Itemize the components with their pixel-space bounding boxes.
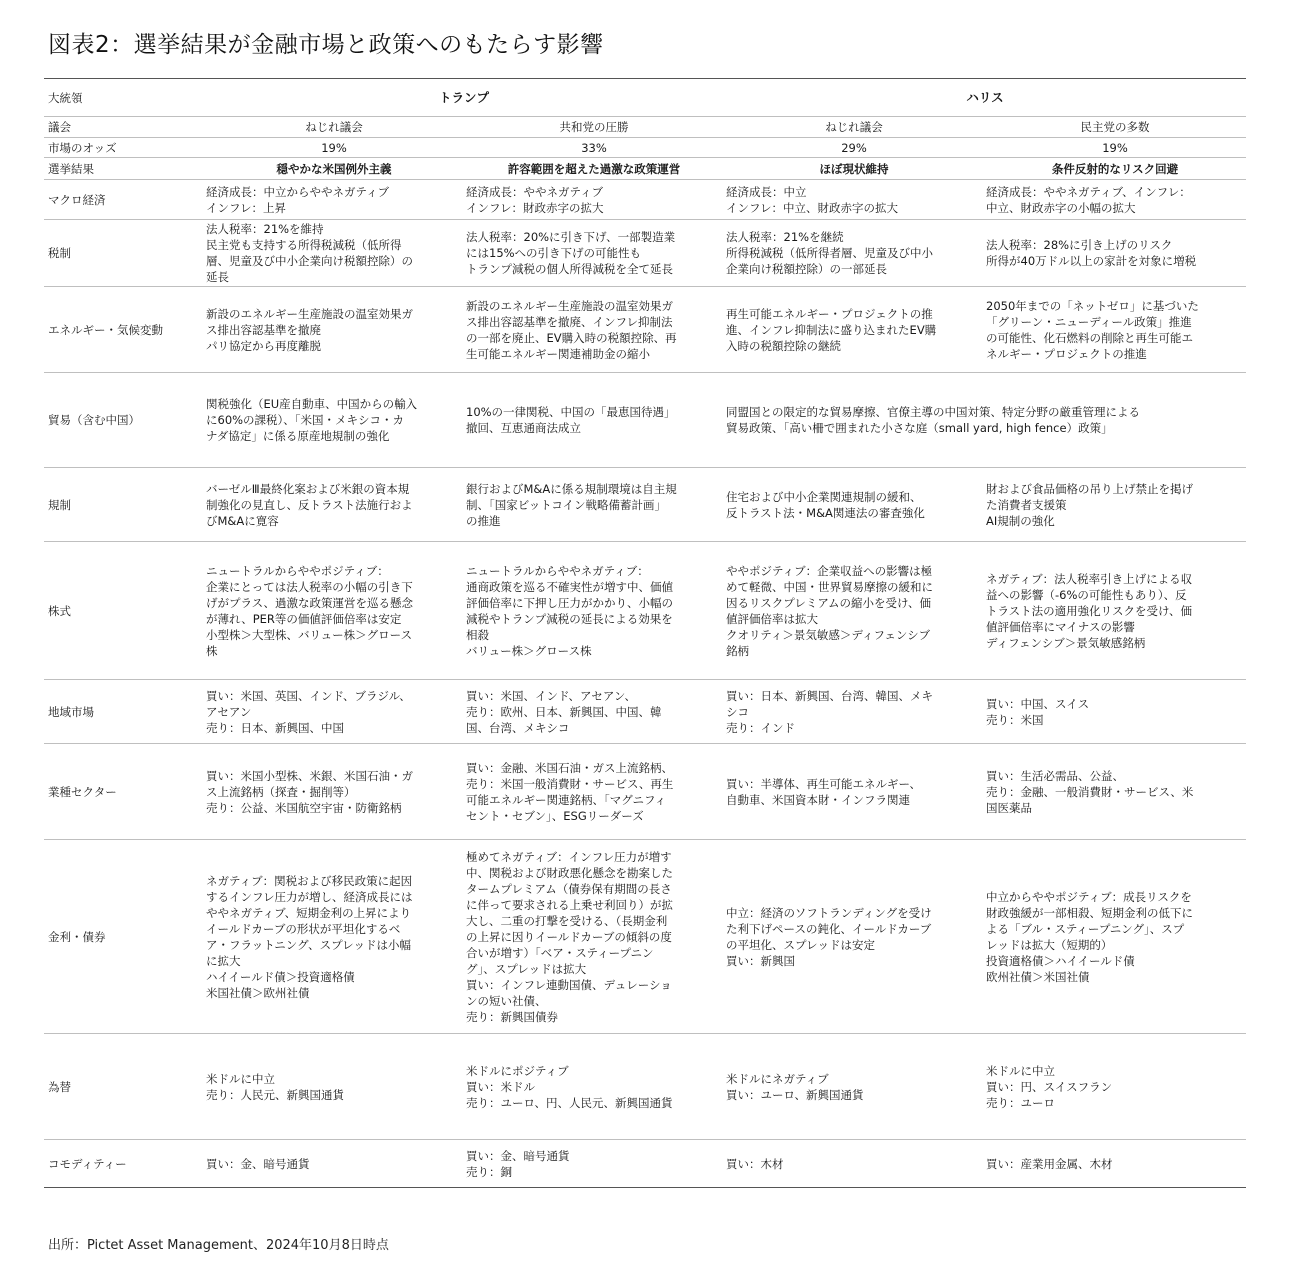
table-cell: 経済成長：中立 インフレ：中立、財政赤字の拡大 xyxy=(724,180,984,220)
outcome-cell: 穏やかな米国例外主義 xyxy=(204,158,464,180)
row-label: 株式 xyxy=(44,542,204,680)
table-cell: ニュートラルからややネガティブ： 通商政策を巡る不確実性が増す中、価値 評価倍率に下押し圧力がかかり、小幅の 減税やトランプ減税の延長による効果を 相殺 バリュー株＞グロース株 xyxy=(464,542,724,680)
table-cell: 買い：日本、新興国、台湾、韓国、メキ シコ 売り：インド xyxy=(724,680,984,744)
table-row xyxy=(44,180,1246,220)
table-cell: 再生可能エネルギー・プロジェクトの推 進、インフレ抑制法に盛り込まれたEV購 入時の税額控除の継続 xyxy=(724,287,984,373)
table-cell: 住宅および中小企業関連規制の緩和、 反トラスト法・M&A関連法の審査強化 xyxy=(724,468,984,542)
table-row xyxy=(44,680,1246,744)
table-cell: 買い：産業用金属、木材 xyxy=(984,1140,1246,1188)
outcome-cell: ほぼ現状維持 xyxy=(724,158,984,180)
congress-row xyxy=(44,117,1246,138)
table-row xyxy=(44,287,1246,373)
table-cell: バーゼルⅢ最終化案および米銀の資本規 制強化の見直し、反トラスト法施行およ びM&Aに寛容 xyxy=(204,468,464,542)
row-label: 金利・債券 xyxy=(44,840,204,1034)
odds-row xyxy=(44,138,1246,158)
table-cell: 買い：生活必需品、公益、 売り：金融、一般消費財・サービス、米 国医薬品 xyxy=(984,744,1246,840)
table-cell: 法人税率：21%を維持 民主党も支持する所得税減税（低所得 層、児童及び中小企業向け税額控除）の 延長 xyxy=(204,220,464,287)
election-impact-table xyxy=(44,78,1246,1188)
table-cell: 経済成長：中立からややネガティブ インフレ：上昇 xyxy=(204,180,464,220)
table-cell: 中立：経済のソフトランディングを受け た利下げペースの鈍化、イールドカーブ の平坦化、スプレッドは安定 買い：新興国 xyxy=(724,840,984,1034)
table-row xyxy=(44,373,1246,468)
table-cell: ややポジティブ：企業収益への影響は極 めて軽微、中国・世界貿易摩擦の緩和に 因るリスクプレミアムの縮小を受け、価 値評価倍率は拡大 クオリティ＞景気敏感＞ディフェンシブ 銘柄 xyxy=(724,542,984,680)
odds-cell: 29% xyxy=(724,138,984,158)
president-label: 大統領 xyxy=(44,79,204,117)
row-label: 為替 xyxy=(44,1034,204,1140)
president-trump: トランプ xyxy=(204,79,724,117)
table-row xyxy=(44,1034,1246,1140)
president-row xyxy=(44,79,1246,117)
table-cell: 米ドルにネガティブ 買い：ユーロ、新興国通貨 xyxy=(724,1034,984,1140)
table-cell-merged: 同盟国との限定的な貿易摩擦、官僚主導の中国対策、特定分野の厳重管理による 貿易政策、「高い柵で囲まれた小さな庭（small yard, high fence）政策」 xyxy=(724,373,1246,468)
table-cell: 法人税率：20%に引き下げ、一部製造業 には15%への引き下げの可能性も トランプ減税の個人所得減税を全て延長 xyxy=(464,220,724,287)
page-title: 図表2：選挙結果が金融市場と政策へのもたらす影響 xyxy=(48,32,604,58)
outcome-cell: 許容範囲を超えた過激な政策運営 xyxy=(464,158,724,180)
table-cell: 極めてネガティブ：インフレ圧力が増す 中、関税および財政悪化懸念を勘案した タームプレミアム（債券保有期間の長さ に伴って要求される上乗せ利回り）が拡 大し、二重の打撃を受ける、（長期金利 の上昇に因りイールドカーブの傾斜の度 合いが増す）「ベア・スティープニン グ」、スプレッドは拡大 買い：インフレ連動国債、デュレーショ ンの短い社債、 売り：新興国債券 xyxy=(464,840,724,1034)
odds-cell: 19% xyxy=(204,138,464,158)
table-row xyxy=(44,744,1246,840)
table-row xyxy=(44,840,1246,1034)
table-cell: 買い：米国、インド、アセアン、 売り：欧州、日本、新興国、中国、韓 国、台湾、メキシコ xyxy=(464,680,724,744)
table-row xyxy=(44,468,1246,542)
table-cell: 10%の一律関税、中国の「最恵国待遇」 撤回、互恵通商法成立 xyxy=(464,373,724,468)
row-label: 地域市場 xyxy=(44,680,204,744)
congress-cell: ねじれ議会 xyxy=(724,117,984,138)
congress-cell: ねじれ議会 xyxy=(204,117,464,138)
odds-cell: 19% xyxy=(984,138,1246,158)
table-cell: 財および食品価格の吊り上げ禁止を掲げ た消費者支援策 AI規制の強化 xyxy=(984,468,1246,542)
row-label: 業種セクター xyxy=(44,744,204,840)
table-row xyxy=(44,1140,1246,1188)
table-cell: 買い：半導体、再生可能エネルギー、 自動車、米国資本財・インフラ関連 xyxy=(724,744,984,840)
table-row xyxy=(44,220,1246,287)
table-cell: 関税強化（EU産自動車、中国からの輸入 に60%の課税）、「米国・メキシコ・カ ナダ協定」に係る原産地規制の強化 xyxy=(204,373,464,468)
row-label: 貿易（含む中国） xyxy=(44,373,204,468)
table-cell: 米ドルに中立 買い：円、スイスフラン 売り：ユーロ xyxy=(984,1034,1246,1140)
table-cell: 2050年までの「ネットゼロ」に基づいた 「グリーン・ニューディール政策」推進 の可能性、化石燃料の削除と再生可能エ ネルギー・プロジェクトの推進 xyxy=(984,287,1246,373)
outcome-row xyxy=(44,158,1246,180)
outcome-label: 選挙結果 xyxy=(44,158,204,180)
table-row xyxy=(44,542,1246,680)
table-cell: 新設のエネルギー生産施設の温室効果ガ ス排出容認基準を撤廃 パリ協定から再度離脱 xyxy=(204,287,464,373)
table-cell: 新設のエネルギー生産施設の温室効果ガ ス排出容認基準を撤廃、インフレ抑制法 の一部を廃止、EV購入時の税額控除、再 生可能エネルギー関連補助金の縮小 xyxy=(464,287,724,373)
table-cell: 米ドルに中立 売り：人民元、新興国通貨 xyxy=(204,1034,464,1140)
odds-cell: 33% xyxy=(464,138,724,158)
row-label: エネルギー・気候変動 xyxy=(44,287,204,373)
congress-label: 議会 xyxy=(44,117,204,138)
table-cell: 中立からややポジティブ：成長リスクを 財政強緩が一部相殺、短期金利の低下に よる「ブル・スティープニング」、スプ レッドは拡大（短期的） 投資適格債＞ハイイールド債 欧州社債＞米国社債 xyxy=(984,840,1246,1034)
table-cell: 買い：中国、スイス 売り：米国 xyxy=(984,680,1246,744)
table-cell: ネガティブ：法人税率引き上げによる収 益への影響（-6%の可能性もあり）、反 トラスト法の適用強化リスクを受け、価 値評価倍率にマイナスの影響 ディフェンシブ＞景気敏感銘柄 xyxy=(984,542,1246,680)
president-harris: ハリス xyxy=(724,79,1246,117)
table-cell: 米ドルにポジティブ 買い：米ドル 売り：ユーロ、円、人民元、新興国通貨 xyxy=(464,1034,724,1140)
table-cell: ネガティブ：関税および移民政策に起因 するインフレ圧力が増し、経済成長には ややネガティブ、短期金利の上昇により イールドカーブの形状が平坦化するベ ア・フラットニング、スプレッドは小幅 に拡大 ハイイールド債＞投資適格債 米国社債＞欧州社債 xyxy=(204,840,464,1034)
table-cell: 買い：金、暗号通貨 売り：銅 xyxy=(464,1140,724,1188)
row-label: 税制 xyxy=(44,220,204,287)
row-label: マクロ経済 xyxy=(44,180,204,220)
row-label: コモディティー xyxy=(44,1140,204,1188)
congress-cell: 民主党の多数 xyxy=(984,117,1246,138)
table-cell: 経済成長：ややネガティブ インフレ：財政赤字の拡大 xyxy=(464,180,724,220)
table-cell: 買い：金融、米国石油・ガス上流銘柄、 売り：米国一般消費財・サービス、再生 可能エネルギー関連銘柄、「マグニフィ セント・セブン」、ESGリーダーズ xyxy=(464,744,724,840)
congress-cell: 共和党の圧勝 xyxy=(464,117,724,138)
table-cell: ニュートラルからややポジティブ： 企業にとっては法人税率の小幅の引き下 げがプラス、過激な政策運営を巡る懸念 が薄れ、PER等の価値評価倍率は安定 小型株＞大型株、バリュー株＞グロース 株 xyxy=(204,542,464,680)
table-cell: 法人税率：21%を継続 所得税減税（低所得者層、児童及び中小 企業向け税額控除）の一部延長 xyxy=(724,220,984,287)
table-cell: 法人税率：28%に引き上げのリスク 所得が40万ドル以上の家計を対象に増税 xyxy=(984,220,1246,287)
table-cell: 経済成長：ややネガティブ、インフレ： 中立、財政赤字の小幅の拡大 xyxy=(984,180,1246,220)
row-label: 規制 xyxy=(44,468,204,542)
table-cell: 買い：木材 xyxy=(724,1140,984,1188)
table-cell: 買い：金、暗号通貨 xyxy=(204,1140,464,1188)
outcome-cell: 条件反射的なリスク回避 xyxy=(984,158,1246,180)
odds-label: 市場のオッズ xyxy=(44,138,204,158)
table-cell: 銀行およびM&Aに係る規制環境は自主規 制、「国家ビットコイン戦略備蓄計画」 の推進 xyxy=(464,468,724,542)
table-cell: 買い：米国小型株、米銀、米国石油・ガ ス上流銘柄（探査・掘削等） 売り：公益、米国航空宇宙・防衛銘柄 xyxy=(204,744,464,840)
table-cell: 買い：米国、英国、インド、ブラジル、 アセアン 売り：日本、新興国、中国 xyxy=(204,680,464,744)
source-note: 出所：Pictet Asset Management、2024年10月8日時点 xyxy=(48,1238,389,1253)
